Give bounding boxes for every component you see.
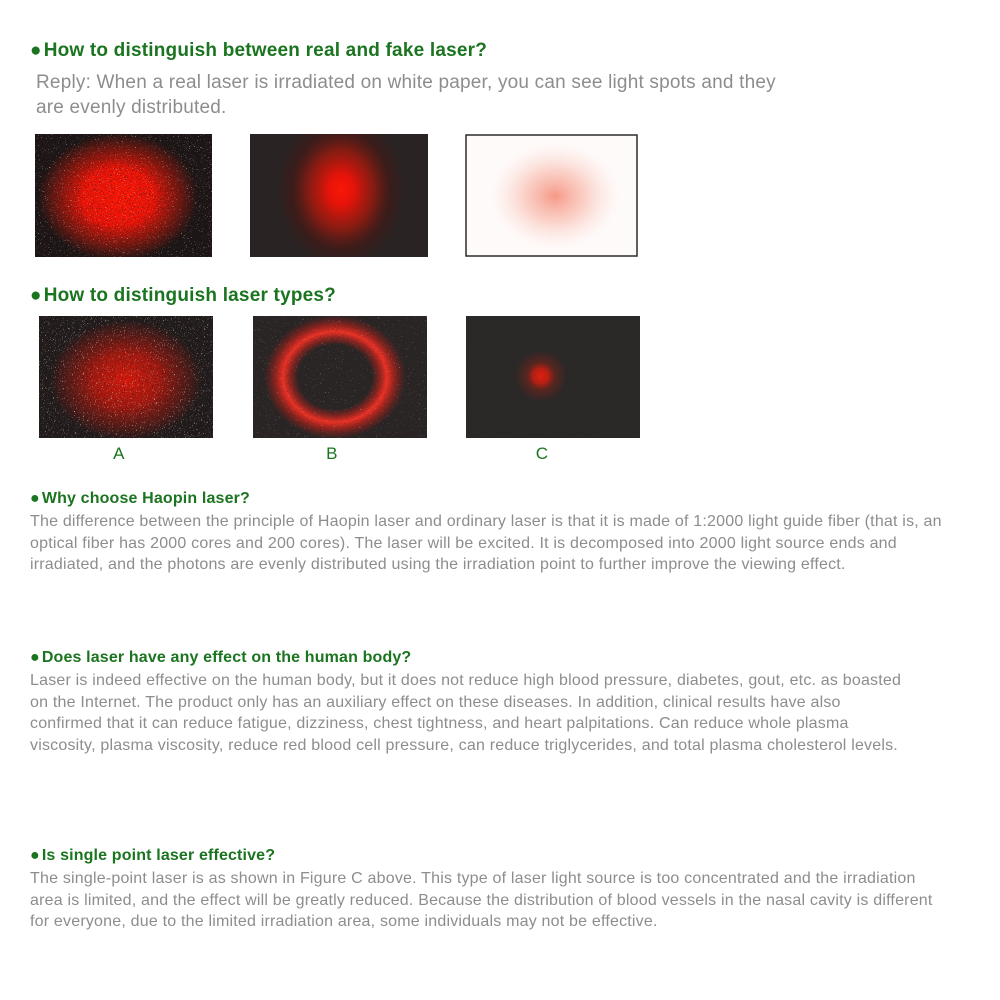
heading-laser-types xyxy=(30,285,336,307)
heading-text: Why choose Haopin laser? xyxy=(41,490,250,507)
laser-spot-on-white-paper-image xyxy=(465,134,638,257)
bullet-icon: ● xyxy=(30,490,40,507)
heading-text: Does laser have any effect on the human body? xyxy=(41,649,412,666)
bullet-icon: ● xyxy=(30,649,40,666)
bullet-icon: ● xyxy=(30,847,40,864)
heading-single-point-effective xyxy=(30,847,275,865)
heading-why-choose-haopin xyxy=(30,490,250,508)
laser-smooth-glow-spot-image xyxy=(250,134,428,257)
heading-text: How to distinguish laser types? xyxy=(43,285,336,306)
reply-paragraph: Reply: When a real laser is irradiated on white paper, you can see light spots and they are evenly distributed. xyxy=(36,72,776,118)
heading-text: How to distinguish between real and fake laser? xyxy=(43,40,488,61)
bullet-icon: ● xyxy=(30,40,42,61)
single-point-effective-paragraph: The single-point laser is as shown in Figure C above. This type of laser light source is too concentrated and the irradiation area is limited, and the effect will be greatly reduced. Because the distribution of blood vessels in the nasal cavity is different for everyone, due to the limited irradiation area, some individuals may not be effective. xyxy=(30,870,933,930)
laser-type-b-ring-image xyxy=(253,316,427,438)
figure-label-c: C xyxy=(535,444,549,463)
bullet-icon: ● xyxy=(30,285,42,306)
effect-on-human-body-paragraph: Laser is indeed effective on the human body, but it does not reduce high blood pressure, diabetes, gout, etc. as boasted on the Internet. The product only has an auxiliary effect on these diseases. In addition, clinical results have also confirmed that it can reduce fatigue, dizziness, chest tightness, and heart palpitations. Can reduce whole plasma viscosity, plasma viscosity, reduce red blood cell pressure, can reduce triglycerides, and total plasma cholesterol levels. xyxy=(30,672,902,754)
heading-real-vs-fake xyxy=(30,40,487,62)
figure-label-b: B xyxy=(326,444,338,463)
heading-text: Is single point laser effective? xyxy=(41,847,276,864)
figure-label-a: A xyxy=(113,444,125,463)
heading-effect-on-human-body xyxy=(30,649,411,667)
real-laser-speckled-spot-image xyxy=(35,134,212,257)
laser-type-c-single-point-image xyxy=(466,316,640,438)
why-choose-haopin-paragraph: The difference between the principle of Haopin laser and ordinary laser is that it is made of 1:2000 light guide fiber (that is, an optical fiber has 2000 cores and 200 cores). The laser will be excited. It is decomposed into 2000 light source ends and irradiated, and the photons are evenly distributed using the irradiation point to further improve the viewing effect. xyxy=(30,513,942,573)
laser-type-a-speckled-spot-image xyxy=(39,316,213,438)
